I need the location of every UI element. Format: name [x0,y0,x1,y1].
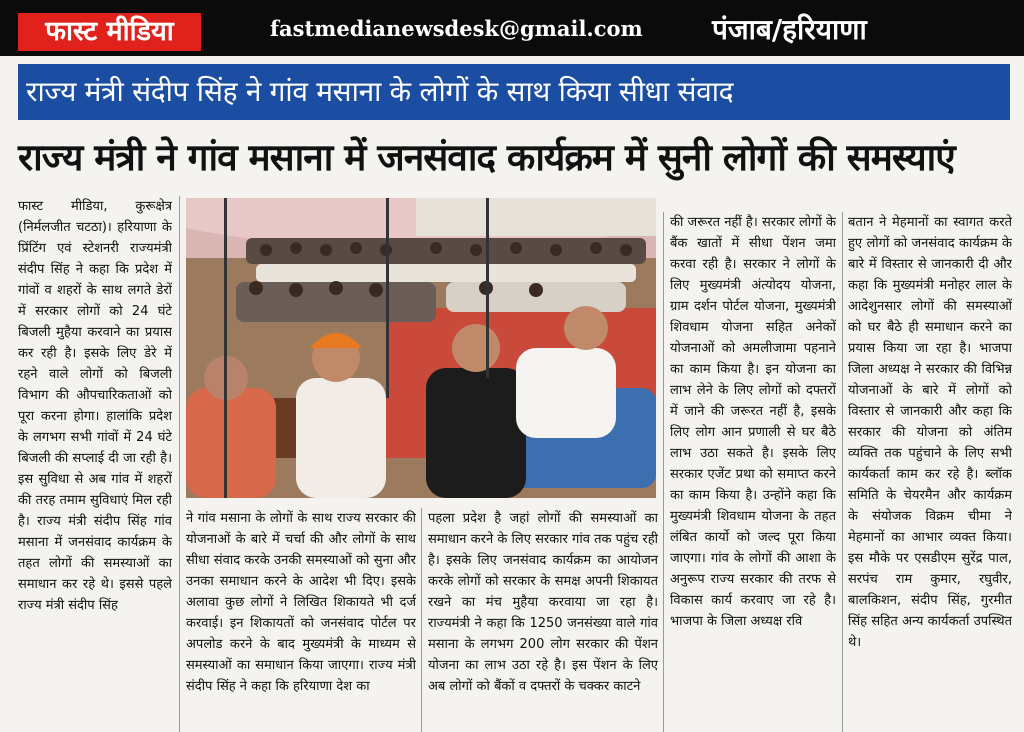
article-column-1: फास्ट मीडिया, कुरूक्षेत्र (निर्मलजीत चटठा)। हरियाणा के प्रिंटिंग एवं स्टेशनरी राज्यमंत्री संदीप सिंह ने कहा कि प्रदेश में गांवों व शहरों के साथ लगते डेरों में सरकार लोगों को 24 घंटे बिजली मुहैया करवाने का प्रयास कर रही है। इसके लिए डेरे में रहने वाले लोगों को बिजली विभाग की औपचारिकताओं को पूरा करना होगा। हालांकि प्रदेश के लगभग सभी गांवों में 24 घंटे बिजली की सप्लाई दी जा रही है। इस सुविधा से अब गांव में शहरों की तरह तमाम सुविधाएं मिल रही है। राज्य मंत्री संदीप सिंह गांव मसाना में जनसंवाद कार्यक्रम के तहत लोगों की समस्याओं का समाधान कर रहे थे। इससे पहले राज्य मंत्री संदीप सिंह [18,199,172,613]
subheadline: राज्य मंत्री संदीप सिंह ने गांव मसाना के लोगों के साथ किया सीधा संवाद [26,75,734,108]
article-column-2: ने गांव मसाना के लोगों के साथ राज्य सरकार की योजनाओं के बारे में चर्चा की और लोगों के साथ सीधा संवाद करके उनकी समस्याओं को सुना और उनका समाधान करने के आदेश भी दिए। इसके अलावा कुछ लोगों ने लिखित शिकायते भी दर्ज करवाई। इन शिकायतों को जनसंवाद पोर्टल पर अपलोड करने के बाद मुख्यमंत्री के माध्यम से समस्याओं का समाधान किया जाएगा। राज्य मंत्री संदीप सिंह ने कहा कि हरियाणा देश का [186,511,416,694]
article-column-3: पहला प्रदेश है जहां लोगों की समस्याओं का समाधान करने के लिए सरकार गांव तक पहुंच रही है। इसके लिए जनसंवाद कार्यक्रम का आयोजन करके लोगों को सरकार के समक्ष अपनी शिकायत रखने का मंच मुहैया करवाया जा रहा है। राज्यमंत्री ने कहा कि 1250 जनसंख्या वाले गांव मसाना के लगभग 200 लोग सरकार की पेंशन योजना का लाभ उठा रहे है। इस पेंशन के लिए अब लोगों को बैंकों व दफ्तरों के चक्कर काटने [428,511,658,694]
subheadline-banner [18,64,1010,120]
event-photo [186,198,656,498]
brand-logo: फास्ट मीडिया [18,13,201,51]
column-divider [663,212,664,732]
article-column-4: की जरूरत नहीं है। सरकार लोगों के बैंक खातों में सीधा पेंशन जमा करवा रही है। सरकार ने लोगों के लिए मुख्यमंत्री अंत्योदय योजना, ग्राम दर्शन पोर्टल योजना, मुख्यमंत्री शिवधाम योजना सहित अनेकों योजनाओं को अमलीजामा पहनाने का काम किया है। इन योजना का लाभ लेने के लिए लोगों को दफ्तरों में जाने की जरूरत नहीं है, इसके लिए लोग आन प्रणाली से घर बैठे लाभ उठा सकते है। इसके लिए सरकार एजेंट प्रथा को समाप्त करने का काम किया है। उन्होंने कहा कि मुख्यमंत्री शिवधाम योजना के तहत लंबित कार्यो को जल्द पूरा किया जाएगा। गांव के लोगों की आशा के अनुरूप राज्य सरकार की तरफ से विकास कार्य करवाए जा रहे है। भाजपा के जिला अध्यक्ष रवि [670,215,836,629]
contact-email: fastmedianewsdesk@gmail.com [270,16,643,41]
column-divider [421,508,422,732]
masthead [0,0,1024,56]
event-photo-illustration [186,198,656,498]
region-label: पंजाब/हरियाणा [712,13,867,46]
column-divider [179,196,180,732]
column-divider [842,212,843,732]
article-column-5: बतान ने मेहमानों का स्वागत करते हुए लोगों को जनसंवाद कार्यक्रम के बारे में विस्तार से जानकारी दी और कहा कि मुख्यमंत्री मनोहर लाल के आदेशुनसार लोगों की समस्याओं को घर बैठे ही समाधान करने का प्रयास किया जा रहा है। भाजपा जिला अध्यक्ष ने सरकार की विभिन्न योजनाओं के बारे में लोगों को विस्तार से जानकारी और कहा कि सरकार की योजना को अंतिम व्यक्ति तक पहुंचाने के लिए सभी कार्यकर्ता काम कर रहे है। ब्लॉक समिति के चेयरमैन और कार्यक्रम के संयोजक विक्रम चीमा ने मेहमानों का आभार व्यक्त किया। इस मौके पर एसडीएम सुरेंद्र पाल, सरपंच राम कुमार, रघुवीर, बालकिशन, संदीप सिंह, गुरमीत सिंह सहित अन्य कार्यकर्ता उपस्थित थे। [848,215,1012,650]
headline: राज्य मंत्री ने गांव मसाना में जनसंवाद कार्यक्रम में सुनी लोगों की समस्याएं [18,136,955,179]
